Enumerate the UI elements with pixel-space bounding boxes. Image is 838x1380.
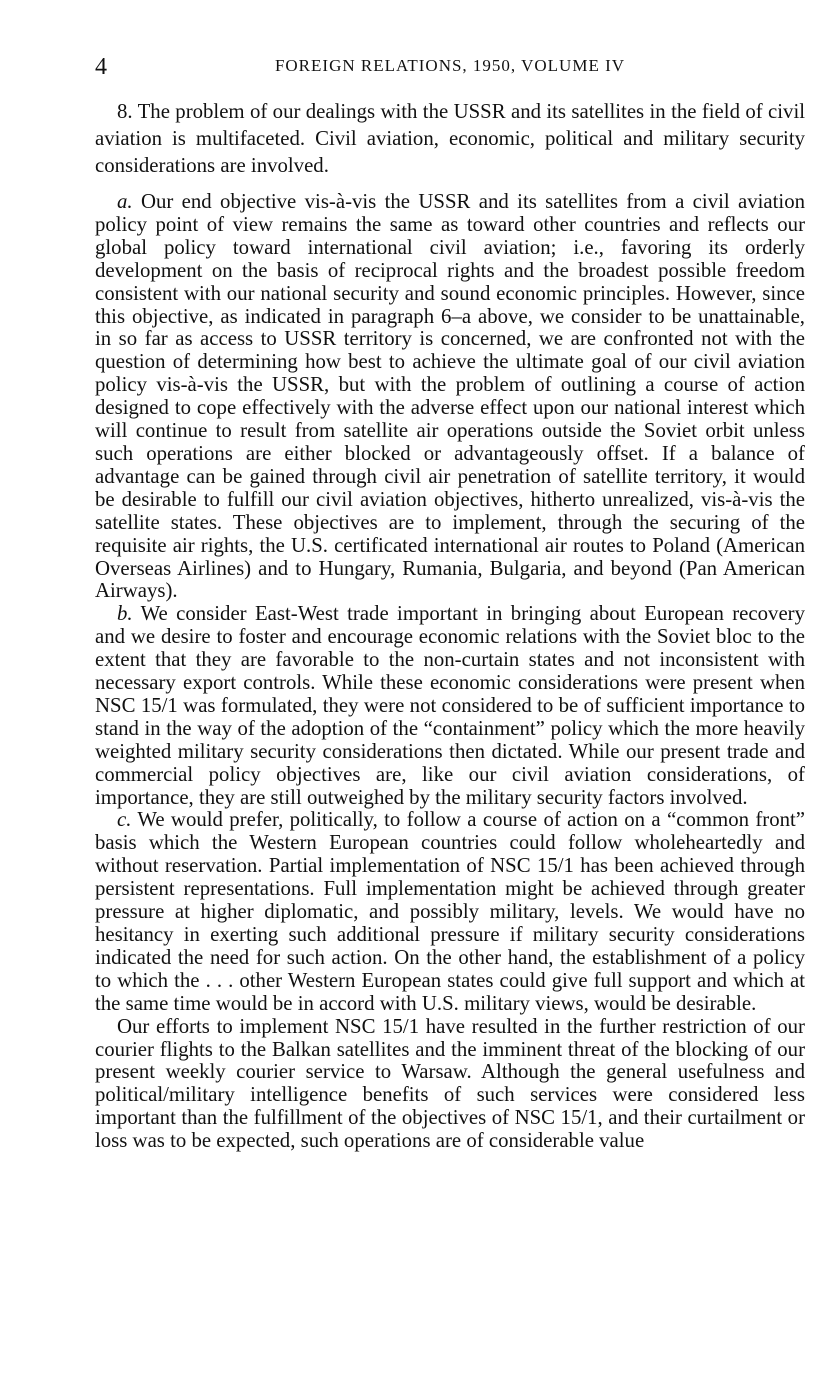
paragraph-text: Our efforts to implement NSC 15/1 have resulted in the further restriction of our courier flights to the Balkan satellites and the imminent threat of the blocking of our present weekly courier service to Warsaw. Although the general usefulness and political/military intelligence benefits of such services were considered less important than the fulfillment of the objectives of NSC 15/1, and their curtailment or loss was to be expected, such operations are of considerable value [95,1014,805,1153]
paragraph-label: b. [117,602,133,626]
paragraph-8b [95,603,805,809]
paragraph-courier [95,1016,805,1153]
paragraph-label: a. [117,190,133,213]
paragraph-text: Our end objective vis-à-vis the USSR and its satellites from a civil aviation policy point of view remains the same as toward other countries and reflects our global policy toward international civil aviation; i.e., favoring its orderly development on the basis of reciprocal rights and the broadest possible freedom consistent with our national security and sound economic principles. However, since this objective, as indicated in paragraph 6–a above, we consider to be unattainable, in so far as access to USSR territory is concerned, we are confronted not with the question of determining how best to achieve the ultimate goal of our civil aviation policy vis-à-vis the USSR, but with the problem of outlining a course of action designed to cope effectively with the adverse effect upon our national interest which will continue to result from satellite air operations outside the Soviet orbit unless such operations are either blocked or advantageously offset. If a balance of advantage can be gained through civil air penetration of satellite territory, it would be desirable to fulfill our civil aviation objectives, hitherto unrealized, vis-à-vis the satellite states. These objectives are to implement, through the securing of the requisite air rights, the U.S. certificated international air routes to Poland (American Overseas Airlines) and to Hungary, Rumania, Bulgaria, and beyond (Pan American Airways). [95,190,805,603]
body-text [95,98,805,1153]
paragraph-8 [95,98,805,179]
paragraph-text: We consider East-West trade important in bringing about European recovery and we desire to foster and encourage economic relations with the Soviet bloc to the extent that they are favorable to the non-curtain states and not inconsistent with necessary export controls. While these economic considerations were present when NSC 15/1 was formulated, they were not considered to be of sufficient importance to stand in the way of the adoption of the “containment” policy which the more heavily weighted military security considerations then dictated. While our present trade and commercial policy objectives are, like our civil aviation considerations, of importance, they are still outweighed by the military security factors involved. [95,602,805,809]
paragraph-text: 8. The problem of our dealings with the USSR and its satellites in the field of civil aviation is multifaceted. Civil aviation, economic, political and military security considerations are involved. [95,100,805,177]
paragraph-text: We would prefer, politically, to follow a course of action on a “common front” basis which the Western European countries could follow wholeheartedly and without reservation. Partial implementation of NSC 15/1 has been achieved through persistent representations. Full implementation might be achieved through greater pressure at higher diplomatic, and possibly military, levels. We would have no hesitancy in exerting such additional pressure if military security considerations indicated the need for such action. On the other hand, the establishment of a policy to which the . . . other Western European states could give full support and which at the same time would be in accord with U.S. military views, would be desirable. [95,808,805,1015]
running-head [95,52,805,82]
paragraph-8a [95,191,805,603]
paragraph-8c [95,809,805,1015]
paragraph-label: c. [117,808,132,832]
page-number: 4 [95,54,107,80]
running-head-title: FOREIGN RELATIONS, 1950, VOLUME IV [274,56,626,75]
